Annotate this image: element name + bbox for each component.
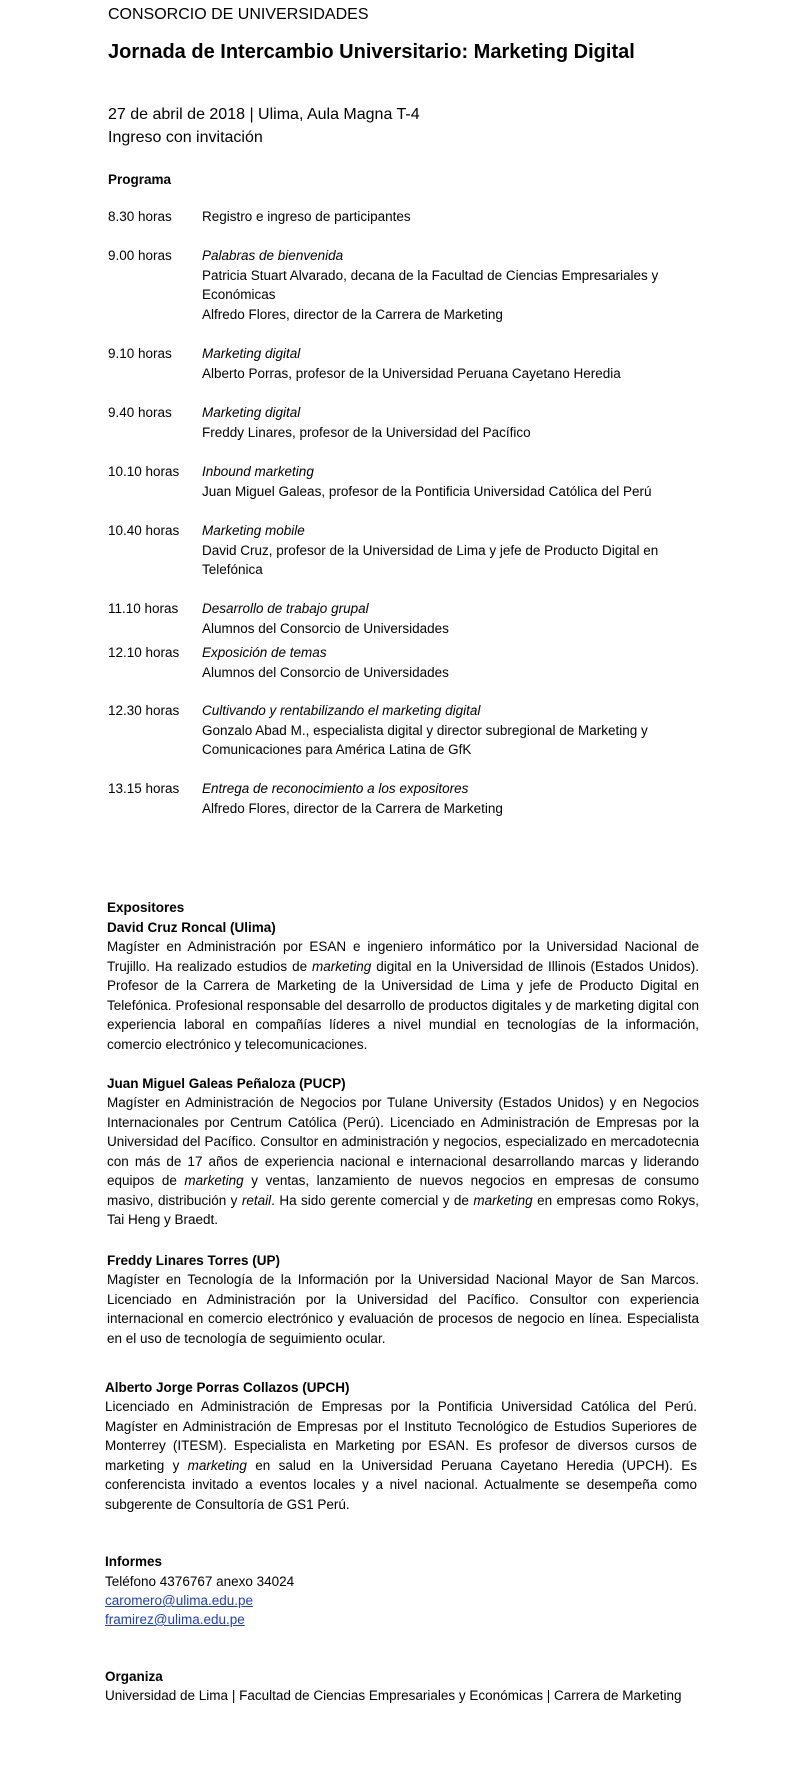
program-line: Freddy Linares, profesor de la Universidad del Pacífico bbox=[202, 424, 531, 440]
speaker-name: Juan Miguel Galeas Peñaloza (PUCP) bbox=[107, 1076, 346, 1091]
consortium-label: CONSORCIO DE UNIVERSIDADES bbox=[108, 6, 369, 23]
program-time: 12.30 horas bbox=[108, 703, 180, 718]
event-title: Jornada de Intercambio Universitario: Marketing Digital bbox=[108, 41, 635, 63]
speaker-bio bbox=[105, 1397, 697, 1514]
program-topic: Inbound marketing bbox=[202, 464, 314, 479]
speaker-bio-text: Licenciado en Administración de Empresas por la Pontificia Universidad Católica del Perú. Magíster en Administración de Empresas por el Instituto Tecnológico de Estudios Superiores de Monterrey (ITESM). Especialista en Marketing por ESAN. Es profesor de diversos cursos de marketing y marketing en salud en la Universidad Peruana Cayetano Heredia (UPCH). Es conferencista invitado a eventos locales y a nivel nacional. Actualmente se desempeña como subgerente de Consultoría de GS1 Perú. bbox=[105, 1399, 697, 1512]
program-time: 9.40 horas bbox=[108, 405, 172, 420]
program-topic: Cultivando y rentabilizando el marketing digital bbox=[202, 703, 481, 718]
program-topic: Marketing digital bbox=[202, 405, 301, 420]
program-topic: Exposición de temas bbox=[202, 645, 327, 660]
event-date-place: 27 de abril de 2018 | Ulima, Aula Magna T-4 bbox=[108, 106, 420, 123]
program-line: Juan Miguel Galeas, profesor de la Pontificia Universidad Católica del Perú bbox=[202, 483, 652, 499]
program-time: 11.10 horas bbox=[108, 601, 179, 616]
speaker-name: David Cruz Roncal (Ulima) bbox=[107, 920, 276, 935]
program-topic: Marketing mobile bbox=[202, 523, 305, 538]
program-time: 8.30 horas bbox=[108, 209, 172, 224]
program-line: Gonzalo Abad M., especialista digital y director subregional de Marketing y Comunicaciones para América Latina de GfK bbox=[202, 722, 648, 757]
program-line: Alumnos del Consorcio de Universidades bbox=[202, 664, 449, 680]
organizer-heading: Organiza bbox=[105, 1669, 163, 1684]
program-heading: Programa bbox=[108, 172, 172, 187]
program-line: David Cruz, profesor de la Universidad de Lima y jefe de Producto Digital en Telefónica bbox=[202, 542, 659, 577]
speaker-bio bbox=[107, 1270, 699, 1348]
program-time: 12.10 horas bbox=[108, 645, 180, 660]
program-line: Alberto Porras, profesor de la Universidad Peruana Cayetano Heredia bbox=[202, 365, 621, 381]
program-time: 13.15 horas bbox=[108, 781, 180, 796]
program-time: 9.10 horas bbox=[108, 346, 172, 361]
program-topic: Palabras de bienvenida bbox=[202, 248, 344, 263]
program-topic: Desarrollo de trabajo grupal bbox=[202, 601, 369, 616]
program-topic: Entrega de reconocimiento a los expositores bbox=[202, 781, 469, 796]
info-heading: Informes bbox=[105, 1554, 163, 1569]
event-entry-note: Ingreso con invitación bbox=[108, 129, 263, 146]
speaker-bio-text: Magíster en Administración por ESAN e ingeniero informático por la Universidad Nacional de Trujillo. Ha realizado estudios de marketing digital en la Universidad de Illinois (Estados Unidos). Profesor de la Carrera de Marketing de la Universidad de Lima y jefe de Producto Digital en Telefónica. Profesional responsable del desarrollo de productos digitales y de marketing digital con experiencia laboral en compañías líderes a nivel mundial en tecnologías de la información, comercio electrónico y telecomunicaciones. bbox=[107, 939, 699, 1052]
organizer-text: Universidad de Lima | Facultad de Ciencias Empresariales y Económicas | Carrera de Marketing bbox=[105, 1688, 682, 1703]
program-line: Patricia Stuart Alvarado, decana de la Facultad de Ciencias Empresariales y Económicas bbox=[202, 267, 659, 302]
program-time: 10.10 horas bbox=[108, 464, 180, 479]
email-link-caromero[interactable]: caromero@ulima.edu.pe bbox=[105, 1593, 254, 1608]
program-line: Registro e ingreso de participantes bbox=[202, 209, 411, 224]
info-phone: Teléfono 4376767 anexo 34024 bbox=[105, 1574, 295, 1589]
program-time: 10.40 horas bbox=[108, 523, 180, 538]
speaker-bio bbox=[107, 937, 699, 1054]
program-line: Alfredo Flores, director de la Carrera de Marketing bbox=[202, 306, 503, 322]
program-line: Alfredo Flores, director de la Carrera de Marketing bbox=[202, 800, 503, 816]
program-topic: Marketing digital bbox=[202, 346, 301, 361]
speaker-bio bbox=[107, 1093, 699, 1230]
program-time: 9.00 horas bbox=[108, 248, 172, 263]
speaker-bio-text: Magíster en Administración de Negocios por Tulane University (Estados Unidos) y en Negocios Internacionales por Centrum Católica (Perú). Licenciado en Administración de Empresas por la Universidad del Pacífico. Consultor en administración y negocios, especializado en mercadotecnia con más de 17 años de experiencia nacional e internacional desarrollando marcas y liderando equipos de marketing y ventas, lanzamiento de nuevos negocios en empresas de consumo masivo, distribución y retail. Ha sido gerente comercial y de marketing en empresas como Rokys, Tai Heng y Braedt. bbox=[107, 1095, 699, 1227]
speaker-name: Alberto Jorge Porras Collazos (UPCH) bbox=[105, 1380, 350, 1395]
program-line: Alumnos del Consorcio de Universidades bbox=[202, 620, 449, 636]
speaker-bio-text: Magíster en Tecnología de la Información por la Universidad Nacional Mayor de San Marcos. Licenciado en Administración por la Universidad del Pacífico. Consultor con experiencia internacional en comercio electrónico y evaluación de procesos de negocio en línea. Especialista en el uso de tecnología de seguimiento ocular. bbox=[107, 1272, 699, 1346]
speakers-heading: Expositores bbox=[107, 900, 185, 915]
speaker-name: Freddy Linares Torres (UP) bbox=[107, 1253, 281, 1268]
email-link-framirez[interactable]: framirez@ulima.edu.pe bbox=[105, 1612, 245, 1627]
